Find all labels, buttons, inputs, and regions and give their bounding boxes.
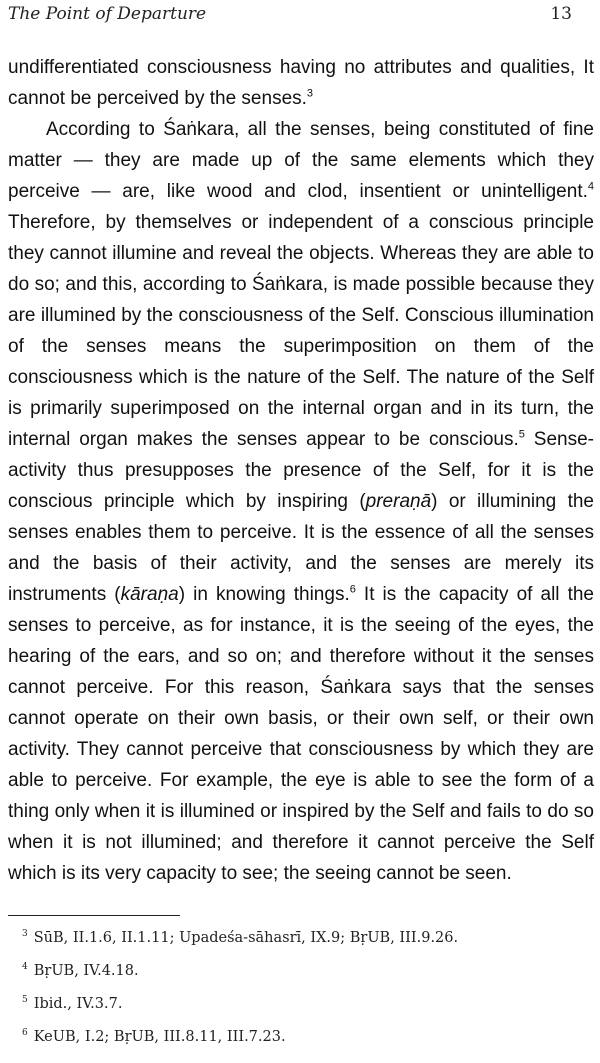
footnote-6 xyxy=(22,1021,580,1054)
footnote-3-number: 3 xyxy=(22,929,28,940)
term-prerana: preraṇā xyxy=(365,491,432,512)
paragraph-2-text-2: Therefore, by themselves or independent of a conscious principle they cannot illumine and reveal the objects. Whereas they are able to do so; and this, according to Śaṅkara, is made possible because they are illumined by the consciousness of the Self. Conscious illumination of the senses means the superimposition on them of the consciousness which is the nature of the Self. The nature of the Self is primarily superimposed on the internal organ and in its turn, the internal organ makes the senses appear to be conscious. xyxy=(8,212,594,450)
footnote-3 xyxy=(22,922,580,955)
footnote-4-number: 4 xyxy=(22,962,28,973)
paragraph-2-text-6: It is the capacity of all the senses to perceive, as for instance, it is the seeing of the eyes, the hearing of the ears, and so on; and therefore without it the senses cannot perceive. For this reason, Śaṅkara says that the senses cannot operate on their own basis, or their own self, or their own activity. They cannot perceive that consciousness by which they are able to perceive. For example, the eye is able to see the form of a thing only when it is illumined or inspired by the Self and fails to do so when it is not illumined; and therefore it cannot perceive the Self which is its very capacity to see; the seeing cannot be seen. xyxy=(8,584,594,884)
footnotes xyxy=(22,922,580,1054)
running-head-title: The Point of Departure xyxy=(8,4,207,24)
paragraph-2-text-4: ) or illumining the senses enables them to perceive. It is the essence of all the senses and the basis of their activity, and the senses are merely its instruments ( xyxy=(8,491,594,605)
paragraph-2 xyxy=(8,114,594,889)
body-text xyxy=(8,52,594,889)
footnote-4 xyxy=(22,955,580,988)
footnote-5 xyxy=(22,988,580,1021)
paragraph-1-text: undifferentiated consciousness having no attributes and qualities, It cannot be perceived by the senses. xyxy=(8,57,594,109)
footnote-ref-3[interactable]: 3 xyxy=(306,87,314,100)
paragraph-1 xyxy=(8,52,594,114)
paragraph-2-text-1: According to Śaṅkara, all the senses, being constituted of fine matter — they are made up of the same elements which they perceive — are, like wood and clod, insentient or unintelligent. xyxy=(8,119,594,202)
footnote-separator xyxy=(8,915,180,916)
term-karana: kāraṇa xyxy=(120,584,179,605)
footnote-3-text: SūB, II.1.6, II.1.11; Upadeśa-sāhasrī, IX.9; BṛUB, III.9.26. xyxy=(33,930,459,946)
footnote-6-number: 6 xyxy=(22,1028,28,1039)
footnote-5-number: 5 xyxy=(22,995,28,1006)
footnote-ref-5[interactable]: 5 xyxy=(518,428,525,441)
footnote-ref-6[interactable]: 6 xyxy=(349,583,356,596)
footnote-6-text: KeUB, I.2; BṛUB, III.8.11, III.7.23. xyxy=(33,1029,286,1045)
footnote-ref-4[interactable]: 4 xyxy=(587,180,594,193)
footnote-5-text: Ibid., IV.3.7. xyxy=(33,996,123,1012)
paragraph-2-text-5: ) in knowing things. xyxy=(178,584,350,605)
running-header xyxy=(8,4,572,34)
page-number: 13 xyxy=(550,4,572,24)
paragraph-2-text-3: Sense-activity thus presupposes the presence of the Self, for it is the conscious principle which by inspiring ( xyxy=(8,429,594,512)
footnote-4-text: BṛUB, IV.4.18. xyxy=(33,963,139,979)
